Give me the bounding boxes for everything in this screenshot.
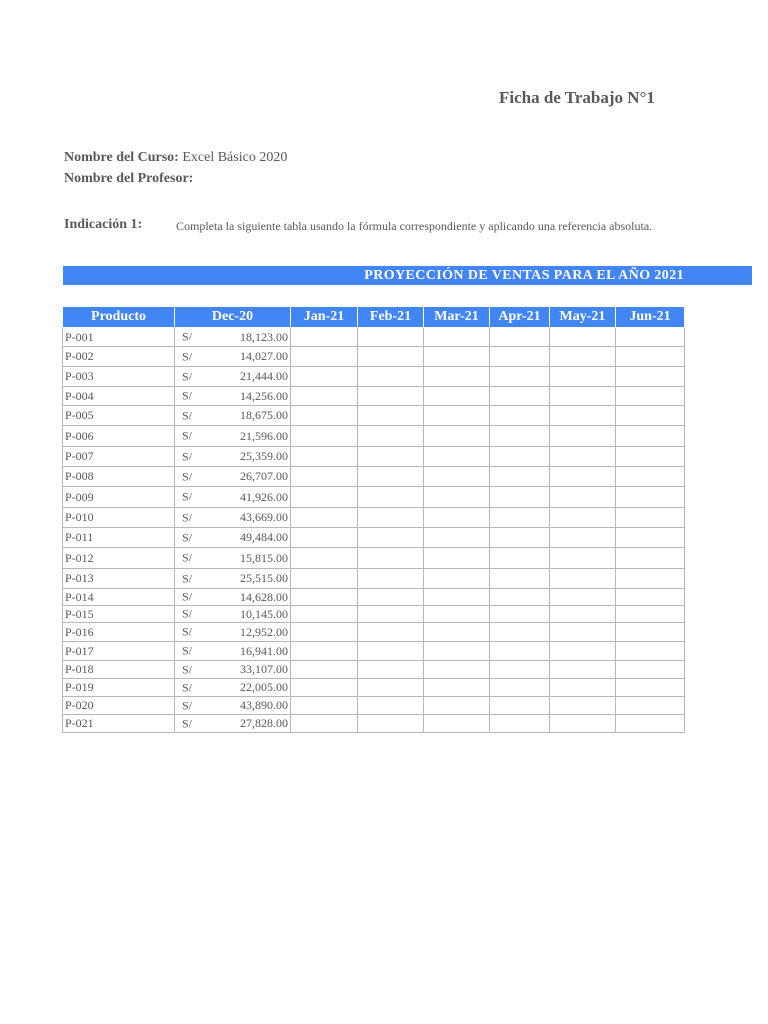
- product-cell[interactable]: P-014: [63, 589, 175, 606]
- table-row: [63, 661, 685, 679]
- empty-month-cell[interactable]: [490, 548, 550, 569]
- empty-month-cell[interactable]: [424, 328, 490, 347]
- currency-symbol: S/: [182, 388, 193, 403]
- dec-value: 27,828.00: [240, 716, 288, 730]
- empty-month-cell[interactable]: [616, 387, 685, 406]
- empty-month-cell[interactable]: [291, 508, 358, 528]
- empty-month-cell[interactable]: [358, 447, 424, 467]
- empty-month-cell[interactable]: [358, 487, 424, 508]
- empty-month-cell[interactable]: [550, 715, 616, 733]
- empty-month-cell[interactable]: [490, 679, 550, 697]
- table-row: [63, 347, 685, 367]
- empty-month-cell[interactable]: [550, 661, 616, 679]
- dec-value-cell[interactable]: [175, 697, 291, 715]
- dec-value: 49,484.00: [240, 530, 288, 544]
- empty-month-cell[interactable]: [358, 426, 424, 447]
- table-row: [63, 467, 685, 487]
- empty-month-cell[interactable]: [358, 367, 424, 387]
- empty-month-cell[interactable]: [291, 328, 358, 347]
- empty-month-cell[interactable]: [291, 528, 358, 548]
- dec-value-cell[interactable]: [175, 508, 291, 528]
- indication-label: Indicación 1:: [64, 217, 143, 232]
- empty-month-cell[interactable]: [616, 508, 685, 528]
- product-cell[interactable]: P-011: [63, 528, 175, 548]
- column-header-0: Producto: [63, 307, 175, 328]
- empty-month-cell[interactable]: [616, 589, 685, 606]
- empty-month-cell[interactable]: [616, 367, 685, 387]
- currency-symbol: S/: [182, 489, 193, 504]
- empty-month-cell[interactable]: [358, 679, 424, 697]
- table-row: [63, 426, 685, 447]
- table-row: [63, 623, 685, 642]
- product-cell[interactable]: P-008: [63, 467, 175, 487]
- teacher-label: Nombre del Profesor:: [64, 171, 194, 186]
- table-row: [63, 367, 685, 387]
- empty-month-cell[interactable]: [424, 606, 490, 623]
- product-cell[interactable]: P-018: [63, 661, 175, 679]
- empty-month-cell[interactable]: [424, 406, 490, 426]
- empty-month-cell[interactable]: [490, 661, 550, 679]
- empty-month-cell[interactable]: [616, 487, 685, 508]
- table-row: [63, 697, 685, 715]
- currency-symbol: S/: [182, 449, 193, 463]
- empty-month-cell[interactable]: [424, 642, 490, 661]
- empty-month-cell[interactable]: [490, 697, 550, 715]
- empty-month-cell[interactable]: [550, 387, 616, 406]
- dec-value: 16,941.00: [240, 643, 288, 658]
- currency-symbol: S/: [182, 716, 193, 730]
- currency-symbol: S/: [182, 369, 193, 383]
- table-row: [63, 606, 685, 623]
- empty-month-cell[interactable]: [616, 661, 685, 679]
- empty-month-cell[interactable]: [424, 447, 490, 467]
- dec-value: 25,359.00: [240, 449, 288, 463]
- empty-month-cell[interactable]: [291, 589, 358, 606]
- sales-table: [62, 306, 685, 733]
- dec-value: 43,890.00: [240, 698, 288, 712]
- empty-month-cell[interactable]: [424, 347, 490, 367]
- table-row: [63, 679, 685, 697]
- projection-banner: [63, 266, 752, 285]
- currency-symbol: S/: [182, 662, 193, 676]
- dec-value-cell[interactable]: [175, 589, 291, 606]
- currency-symbol: S/: [182, 469, 193, 483]
- empty-month-cell[interactable]: [291, 642, 358, 661]
- dec-value-cell[interactable]: [175, 467, 291, 487]
- column-header-2: Jan-21: [291, 307, 358, 328]
- currency-symbol: S/: [182, 329, 193, 344]
- empty-month-cell[interactable]: [358, 406, 424, 426]
- column-header-3: Feb-21: [358, 307, 424, 328]
- teacher-line: [64, 171, 193, 187]
- empty-month-cell[interactable]: [616, 447, 685, 467]
- empty-month-cell[interactable]: [490, 528, 550, 548]
- empty-month-cell[interactable]: [490, 328, 550, 347]
- empty-month-cell[interactable]: [490, 467, 550, 487]
- empty-month-cell[interactable]: [550, 606, 616, 623]
- dec-value: 18,675.00: [240, 408, 288, 422]
- empty-month-cell[interactable]: [291, 606, 358, 623]
- product-cell[interactable]: P-016: [63, 623, 175, 642]
- empty-month-cell[interactable]: [550, 447, 616, 467]
- empty-month-cell[interactable]: [550, 367, 616, 387]
- empty-month-cell[interactable]: [291, 548, 358, 569]
- empty-month-cell[interactable]: [490, 606, 550, 623]
- empty-month-cell[interactable]: [358, 467, 424, 487]
- column-header-1: Dec-20: [175, 307, 291, 328]
- empty-month-cell[interactable]: [490, 347, 550, 367]
- empty-month-cell[interactable]: [424, 715, 490, 733]
- dec-value: 18,123.00: [240, 329, 288, 344]
- empty-month-cell[interactable]: [424, 679, 490, 697]
- dec-value-cell[interactable]: [175, 487, 291, 508]
- table-row: [63, 569, 685, 589]
- dec-value-cell[interactable]: [175, 447, 291, 467]
- currency-symbol: S/: [182, 680, 193, 694]
- empty-month-cell[interactable]: [550, 328, 616, 347]
- product-cell[interactable]: P-015: [63, 606, 175, 623]
- empty-month-cell[interactable]: [550, 569, 616, 589]
- product-cell[interactable]: P-012: [63, 548, 175, 569]
- dec-value: 26,707.00: [240, 469, 288, 483]
- currency-symbol: S/: [182, 589, 193, 604]
- empty-month-cell[interactable]: [490, 367, 550, 387]
- empty-month-cell[interactable]: [616, 715, 685, 733]
- empty-month-cell[interactable]: [424, 528, 490, 548]
- currency-symbol: S/: [182, 510, 193, 524]
- empty-month-cell[interactable]: [490, 406, 550, 426]
- currency-symbol: S/: [182, 698, 193, 712]
- empty-month-cell[interactable]: [550, 467, 616, 487]
- empty-month-cell[interactable]: [358, 387, 424, 406]
- empty-month-cell[interactable]: [550, 487, 616, 508]
- dec-value-cell[interactable]: [175, 347, 291, 367]
- empty-month-cell[interactable]: [291, 406, 358, 426]
- product-cell[interactable]: P-003: [63, 367, 175, 387]
- product-cell[interactable]: P-010: [63, 508, 175, 528]
- empty-month-cell[interactable]: [424, 487, 490, 508]
- empty-month-cell[interactable]: [291, 569, 358, 589]
- empty-month-cell[interactable]: [291, 447, 358, 467]
- product-cell[interactable]: P-013: [63, 569, 175, 589]
- indication-text: Completa la siguiente tabla usando la fórmula correspondiente y aplicando una referencia absoluta.: [176, 219, 653, 233]
- empty-month-cell[interactable]: [291, 679, 358, 697]
- empty-month-cell[interactable]: [424, 697, 490, 715]
- empty-month-cell[interactable]: [358, 606, 424, 623]
- dec-value: 43,669.00: [240, 510, 288, 524]
- product-cell[interactable]: P-004: [63, 387, 175, 406]
- empty-month-cell[interactable]: [358, 328, 424, 347]
- course-value: Excel Básico 2020: [182, 150, 288, 165]
- table-row: [63, 447, 685, 467]
- table-header-row: [63, 307, 685, 328]
- currency-symbol: S/: [182, 571, 193, 585]
- empty-month-cell[interactable]: [616, 606, 685, 623]
- currency-symbol: S/: [182, 530, 193, 544]
- empty-month-cell[interactable]: [424, 623, 490, 642]
- empty-month-cell[interactable]: [358, 508, 424, 528]
- dec-value-cell[interactable]: [175, 387, 291, 406]
- empty-month-cell[interactable]: [358, 697, 424, 715]
- dec-value-cell[interactable]: [175, 328, 291, 347]
- empty-month-cell[interactable]: [616, 642, 685, 661]
- dec-value-cell[interactable]: [175, 679, 291, 697]
- empty-month-cell[interactable]: [616, 679, 685, 697]
- dec-value: 12,952.00: [240, 624, 288, 639]
- empty-month-cell[interactable]: [550, 406, 616, 426]
- empty-month-cell[interactable]: [291, 467, 358, 487]
- dec-value-cell[interactable]: [175, 606, 291, 623]
- empty-month-cell[interactable]: [616, 623, 685, 642]
- empty-month-cell[interactable]: [490, 589, 550, 606]
- product-cell[interactable]: P-007: [63, 447, 175, 467]
- product-cell[interactable]: P-019: [63, 679, 175, 697]
- empty-month-cell[interactable]: [550, 642, 616, 661]
- product-cell[interactable]: P-005: [63, 406, 175, 426]
- empty-month-cell[interactable]: [490, 426, 550, 447]
- table-row: [63, 508, 685, 528]
- empty-month-cell[interactable]: [424, 387, 490, 406]
- table-row: [63, 715, 685, 733]
- empty-month-cell[interactable]: [490, 387, 550, 406]
- empty-month-cell[interactable]: [616, 426, 685, 447]
- empty-month-cell[interactable]: [616, 697, 685, 715]
- empty-month-cell[interactable]: [550, 589, 616, 606]
- empty-month-cell[interactable]: [358, 715, 424, 733]
- dec-value-cell[interactable]: [175, 661, 291, 679]
- empty-month-cell[interactable]: [358, 589, 424, 606]
- table-row: [63, 548, 685, 569]
- empty-month-cell[interactable]: [616, 328, 685, 347]
- empty-month-cell[interactable]: [291, 715, 358, 733]
- table-row: [63, 589, 685, 606]
- empty-month-cell[interactable]: [490, 508, 550, 528]
- dec-value: 14,628.00: [240, 589, 288, 604]
- currency-symbol: S/: [182, 349, 193, 363]
- column-header-5: Apr-21: [490, 307, 550, 328]
- empty-month-cell[interactable]: [358, 642, 424, 661]
- dec-value: 21,444.00: [240, 369, 288, 383]
- currency-symbol: S/: [182, 408, 193, 422]
- table-row: [63, 528, 685, 548]
- empty-month-cell[interactable]: [291, 387, 358, 406]
- empty-month-cell[interactable]: [424, 589, 490, 606]
- currency-symbol: S/: [182, 550, 193, 565]
- empty-month-cell[interactable]: [550, 528, 616, 548]
- dec-value: 41,926.00: [240, 489, 288, 504]
- dec-value-cell[interactable]: [175, 548, 291, 569]
- dec-value: 15,815.00: [240, 550, 288, 565]
- column-header-4: Mar-21: [424, 307, 490, 328]
- banner-title: PROYECCIÓN DE VENTAS PARA EL AÑO 2021: [364, 268, 684, 283]
- empty-month-cell[interactable]: [490, 487, 550, 508]
- empty-month-cell[interactable]: [424, 569, 490, 589]
- currency-symbol: S/: [182, 624, 193, 639]
- empty-month-cell[interactable]: [424, 367, 490, 387]
- empty-month-cell[interactable]: [490, 447, 550, 467]
- document-title: Ficha de Trabajo N°1: [499, 88, 655, 107]
- dec-value-cell[interactable]: [175, 426, 291, 447]
- dec-value-cell[interactable]: [175, 406, 291, 426]
- dec-value-cell[interactable]: [175, 367, 291, 387]
- empty-month-cell[interactable]: [291, 347, 358, 367]
- empty-month-cell[interactable]: [291, 661, 358, 679]
- table-row: [63, 487, 685, 508]
- currency-symbol: S/: [182, 606, 193, 621]
- empty-month-cell[interactable]: [358, 569, 424, 589]
- empty-month-cell[interactable]: [550, 679, 616, 697]
- product-cell[interactable]: P-001: [63, 328, 175, 347]
- dec-value: 25,515.00: [240, 571, 288, 585]
- currency-symbol: S/: [182, 643, 193, 658]
- table-row: [63, 406, 685, 426]
- product-cell[interactable]: P-006: [63, 426, 175, 447]
- empty-month-cell[interactable]: [424, 661, 490, 679]
- currency-symbol: S/: [182, 428, 193, 443]
- empty-month-cell[interactable]: [490, 623, 550, 642]
- dec-value: 22,005.00: [240, 680, 288, 694]
- empty-month-cell[interactable]: [424, 508, 490, 528]
- empty-month-cell[interactable]: [424, 426, 490, 447]
- empty-month-cell[interactable]: [616, 569, 685, 589]
- table-row: [63, 642, 685, 661]
- dec-value-cell[interactable]: [175, 642, 291, 661]
- product-cell[interactable]: P-017: [63, 642, 175, 661]
- dec-value: 14,027.00: [240, 349, 288, 363]
- empty-month-cell[interactable]: [616, 548, 685, 569]
- empty-month-cell[interactable]: [291, 426, 358, 447]
- empty-month-cell[interactable]: [424, 548, 490, 569]
- empty-month-cell[interactable]: [550, 426, 616, 447]
- product-cell[interactable]: P-009: [63, 487, 175, 508]
- empty-month-cell[interactable]: [490, 642, 550, 661]
- empty-month-cell[interactable]: [616, 467, 685, 487]
- empty-month-cell[interactable]: [358, 347, 424, 367]
- empty-month-cell[interactable]: [424, 467, 490, 487]
- empty-month-cell[interactable]: [616, 406, 685, 426]
- product-cell[interactable]: P-002: [63, 347, 175, 367]
- empty-month-cell[interactable]: [490, 715, 550, 733]
- empty-month-cell[interactable]: [291, 487, 358, 508]
- empty-month-cell[interactable]: [358, 623, 424, 642]
- table-row: [63, 387, 685, 406]
- course-label: Nombre del Curso:: [64, 150, 179, 165]
- dec-value: 33,107.00: [240, 662, 288, 676]
- empty-month-cell[interactable]: [358, 528, 424, 548]
- dec-value: 14,256.00: [240, 388, 288, 403]
- column-header-6: May-21: [550, 307, 616, 328]
- table-body: [63, 328, 685, 733]
- empty-month-cell[interactable]: [358, 661, 424, 679]
- dec-value-cell[interactable]: [175, 623, 291, 642]
- course-line: [64, 150, 287, 166]
- empty-month-cell[interactable]: [291, 623, 358, 642]
- empty-month-cell[interactable]: [550, 508, 616, 528]
- empty-month-cell[interactable]: [616, 528, 685, 548]
- product-cell[interactable]: P-020: [63, 697, 175, 715]
- dec-value-cell[interactable]: [175, 715, 291, 733]
- product-cell[interactable]: P-021: [63, 715, 175, 733]
- empty-month-cell[interactable]: [550, 623, 616, 642]
- empty-month-cell[interactable]: [616, 347, 685, 367]
- dec-value: 21,596.00: [240, 428, 288, 443]
- empty-month-cell[interactable]: [490, 569, 550, 589]
- dec-value-cell[interactable]: [175, 528, 291, 548]
- empty-month-cell[interactable]: [550, 697, 616, 715]
- empty-month-cell[interactable]: [291, 697, 358, 715]
- table-row: [63, 328, 685, 347]
- dec-value: 10,145.00: [240, 606, 288, 621]
- empty-month-cell[interactable]: [291, 367, 358, 387]
- empty-month-cell[interactable]: [550, 347, 616, 367]
- empty-month-cell[interactable]: [550, 548, 616, 569]
- dec-value-cell[interactable]: [175, 569, 291, 589]
- column-header-7: Jun-21: [616, 307, 685, 328]
- empty-month-cell[interactable]: [358, 548, 424, 569]
